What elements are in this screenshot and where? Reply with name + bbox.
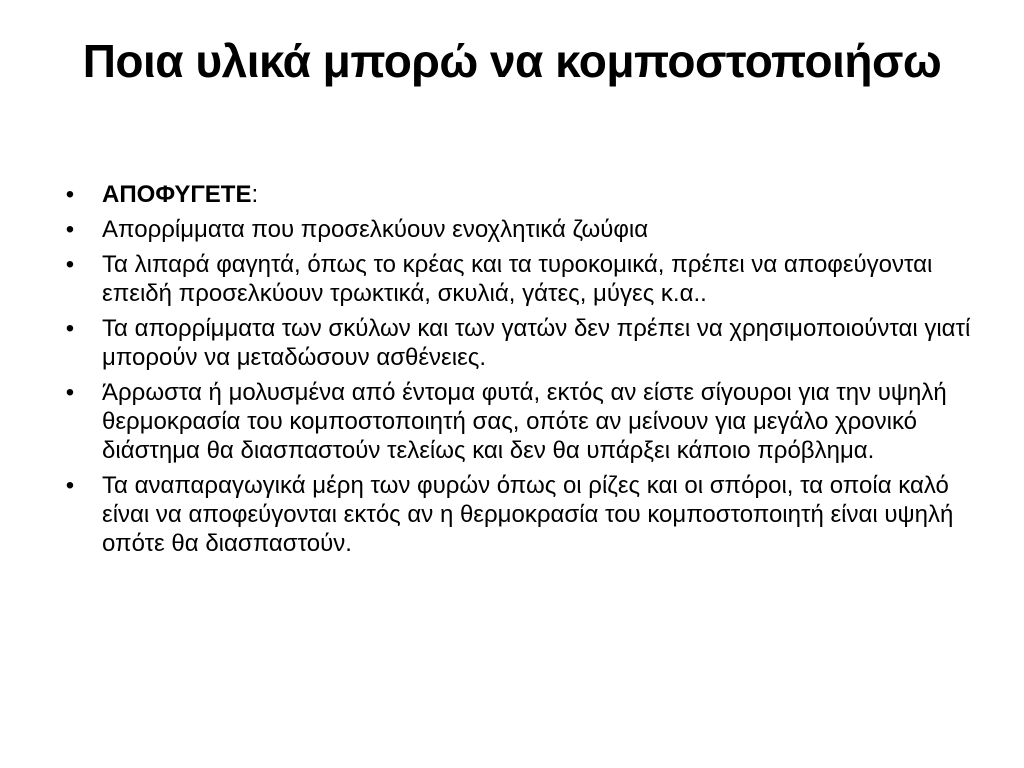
bullet-icon: •	[65, 251, 75, 278]
bullet-list	[60, 180, 980, 558]
bullet-item	[60, 314, 980, 372]
slide-title: Ποια υλικά μπορώ να κομποστοποιήσω	[82, 35, 942, 87]
bullet-item	[60, 378, 980, 465]
bullet-icon: •	[65, 472, 75, 499]
bullet-icon: •	[65, 216, 75, 243]
bullet-text: Απορρίμματα που προσελκύουν ενοχλητικά ζωύφια	[102, 216, 649, 243]
slide-content	[60, 180, 980, 564]
avoid-colon: :	[251, 181, 259, 208]
bullet-item-avoid	[60, 180, 980, 209]
bullet-text: Τα απορρίμματα των σκύλων και των γατών δεν πρέπει να χρησιμοποιούνται γιατί μπορούν να μεταδώσουν ασθένειες.	[102, 315, 971, 371]
bullet-text: Τα λιπαρά φαγητά, όπως το κρέας και τα τυροκομικά, πρέπει να αποφεύγονται επειδή προσελκύουν τρωκτικά, σκυλιά, γάτες, μύγες κ.α..	[102, 251, 933, 307]
bullet-text: Άρρωστα ή μολυσμένα από έντομα φυτά, εκτός αν είστε σίγουροι για την υψηλή θερμοκρασία του κομποστοποιητή σας, οπότε αν μείνουν για μεγάλο χρονικό διάστημα θα διασπαστούν τελείως και δεν θα υπάρξει κάποιο πρόβλημα.	[102, 379, 947, 464]
bullet-item	[60, 215, 980, 244]
bullet-icon: •	[65, 379, 75, 406]
bullet-icon: •	[65, 181, 75, 208]
bullet-item	[60, 250, 980, 308]
avoid-heading: ΑΠΟΦΥΓΕΤΕ	[102, 181, 252, 208]
bullet-icon: •	[65, 315, 75, 342]
bullet-item	[60, 471, 980, 558]
bullet-text: Τα αναπαραγωγικά μέρη των φυρών όπως οι ρίζες και οι σπόροι, τα οποία καλό είναι να αποφεύγονται εκτός αν η θερμοκρασία του κομποστοποιητή είναι υψηλή οπότε θα διασπαστούν.	[102, 472, 954, 557]
